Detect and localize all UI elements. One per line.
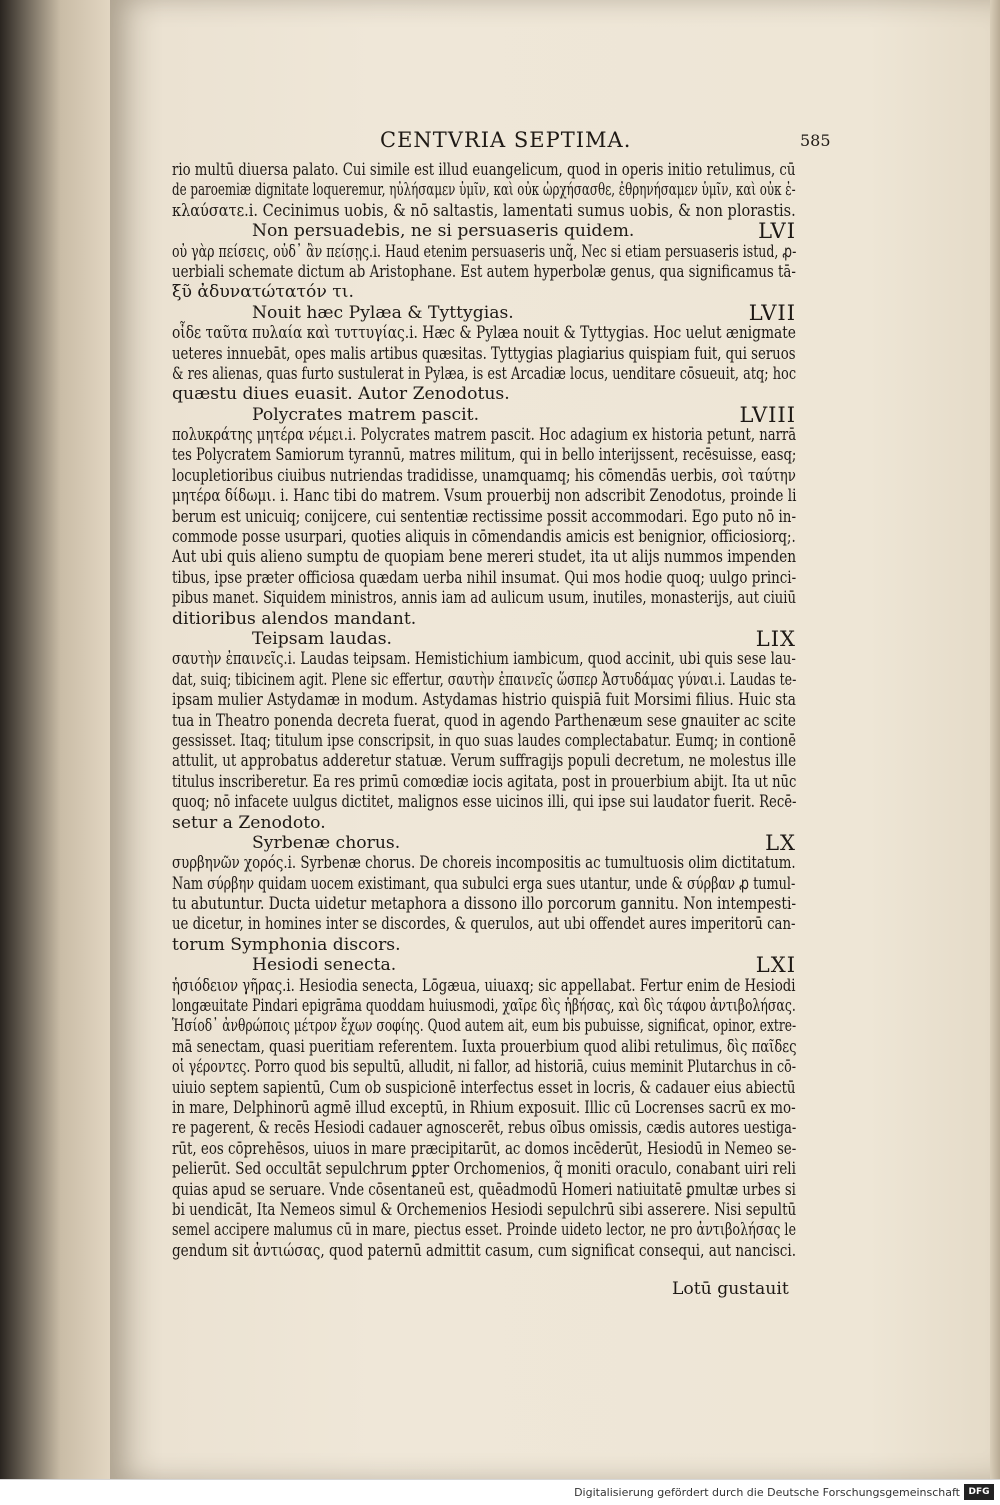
adage-number: LVI: [758, 219, 796, 244]
adage-title: Syrbenæ chorus.: [252, 832, 401, 853]
body-text: [172, 160, 796, 1261]
text-line: locupletioribus ciuibus nutriendas tradidisse, unamquamq; his cōmendās uerbis, σοὶ ταύτην: [172, 465, 796, 486]
text-line: ξῦ ἀδυνατώτατόν τι.: [172, 282, 354, 303]
page-number: 585: [800, 131, 831, 150]
text-line: attulit, ut approbatus adderetur statuæ. Verum suffragijs populi decretum, ne molestus ille: [172, 751, 797, 772]
text-line: longæuitate Pindari epigrāma quoddam huiusmodi, χαῖρε δὶς ἡβήσας, καὶ δὶς τάφου ἀντιβολήσας.: [172, 996, 796, 1017]
text-line: πολυκράτης μητέρα νέμει.i. Polycrates matrem pascit. Hoc adagium ex historia petunt, narrā: [172, 425, 797, 446]
running-head: CENTVRIA SEPTIMA.: [380, 128, 632, 152]
text-line: οἶδε ταῦτα πυλαία καὶ τυττυγίας.i. Hæc & Pylæa nouit & Tyttygias. Hoc uelut ænigmate: [172, 323, 796, 344]
adage-number: LX: [765, 830, 796, 855]
text-line: pibus manet. Siquidem ministros, annis iam ad aulicum usum, inutiles, monasterijs, aut ciuiū: [172, 588, 797, 609]
text-line: dat, suiq; tibicinem agit. Plene sic effertur, σαυτὴν ἐπαινεῖς ὥσπερ Ἀστυδάμας γύναι.i. Laudas te-: [172, 669, 797, 690]
text-line: rio multū diuersa palato. Cui simile est illud euangelicum, quod in operis initio retulimus, cū: [172, 160, 796, 180]
text-line: commode posse usurpari, quoties aliquis in cōmendandis amicis est benignior, officiosiorq;.: [172, 527, 796, 548]
text-line: uiuio septem sapientū, Cum ob suspicionē interfectus esset in locris, & cadauer eius abiectū: [172, 1077, 796, 1098]
text-line: tes Polycratem Samiorum tyrannū, matres militum, qui in bello interijssent, recēsuisse, easq;: [172, 445, 797, 466]
text-line: ue dicetur, in homines inter se discordes, & querulos, aut ubi offendet aures imperitorū can-: [172, 914, 796, 935]
text-line: σαυτὴν ἐπαινεῖς.i. Laudas teipsam. Hemistichium iambicum, quod accinit, ubi quis sese lau-: [172, 649, 796, 670]
adage-title: Nouit hæc Pylæa & Tyttygias.: [252, 302, 514, 323]
text-line: tibus, ipse præter officiosa quædam uerba nihil insumat. Qui mos hodie quoq; uulgo princi-: [172, 567, 797, 588]
text-line: titulus inscriberetur. Ea res primū comœdiæ iocis agitata, post in prouerbium abijt. Ita ut nūc: [172, 771, 797, 792]
text-line: quias apud se seruare. Vnde cōsentaneū est, quēadmodū Homeri natiuitatē ꝑmultæ urbes si: [172, 1179, 796, 1200]
adage-title: Teipsam laudas.: [252, 628, 392, 649]
adage-title: Hesiodi senecta.: [252, 955, 397, 976]
text-line: berum est unicuiq; conijcere, cui sententiæ rectissime possit accommodari. Ego puto nō in-: [172, 506, 796, 527]
text-line: rūt, eos cōprehēsos, uiuos in mare præcipitarūt, ac domos incēderūt, Hesiodū in Nemeo se-: [172, 1138, 797, 1159]
text-line: quoq; nō infacete uulgus dictitet, malignos esse uicinos illi, qui ipse sui laudator fuerit. Recē-: [172, 792, 797, 813]
text-line: ditioribus alendos mandant.: [172, 608, 417, 629]
catchword: Lotū gustauit: [672, 1279, 789, 1299]
text-line: in mare, Delphinorū agmē illud exceptū, in Rhium exposuit. Illic cū Locrenses sacrū ex mo-: [172, 1097, 796, 1118]
adage-heading: [172, 830, 796, 855]
adage-title: Non persuadebis, ne si persuaseris quidem.: [252, 221, 635, 242]
text-line: de paroemiæ dignitate loqueremur, ηὐλήσαμεν ὑμῖν, καὶ οὐκ ὠρχήσασθε, ἐθρηνήσαμεν ὑμῖν, καὶ οὐκ ἐ-: [172, 180, 796, 201]
text-line: μητέρα δίδωμι. i. Hanc tibi do matrem. Vsum prouerbij non adscribit Zenodotus, proinde li: [172, 486, 797, 507]
text-line: ἡσιόδειον γῆρας.i. Hesiodia senecta, Lōgæua, uiuaxq; sic appellabat. Fertur enim de Hesiodi: [172, 975, 796, 996]
adage-number: LVIII: [739, 402, 796, 427]
text-line: Nam σύρβην quidam uocem existimant, qua subulci erga sues utantur, unde & σύρβαν ꝓ tumul-: [172, 873, 796, 894]
text-line: κλαύσατε.i. Cecinimus uobis, & nō saltastis, lamentati sumus uobis, & non plorastis.: [172, 200, 796, 221]
text-line: Ἡσίοδ᾽ ἀνθρώποις μέτρον ἔχων σοφίης. Quod autem ait, eum bis pubuisse, significat, opinor, extre-: [172, 1016, 797, 1037]
adage-heading: [172, 219, 796, 244]
text-line: συρβηνῶν χορός.i. Syrbenæ chorus. De choreis incompositis ac tumultuosis olim dictitatum.: [172, 853, 796, 874]
text-line: Aut ubi quis alieno sumptu de quopiam bene mereri studet, ita ut alijs nummos impenden: [172, 547, 797, 568]
text-line: semel accipere malumus cū in mare, piectus esset. Proinde uideto lector, ne pro ἀντιβολήσας le: [172, 1220, 797, 1241]
funding-credit: Digitalisierung gefördert durch die Deutsche Forschungsgemeinschaft: [574, 1486, 960, 1499]
text-line: bi uendicāt, Ita Nemeos simul & Orchemenios Hesiodi sepulchrū sibi asserere. Nisi sepultū: [172, 1199, 797, 1220]
text-line: tu abutuntur. Ducta uidetur metaphora a dissono illo porcorum gannitu. Non intempesti-: [172, 894, 797, 915]
adage-number: LXI: [755, 953, 796, 978]
text-line: torum Symphonia discors.: [172, 934, 401, 955]
adage-heading: [172, 300, 796, 325]
text-line: setur a Zenodoto.: [172, 812, 326, 833]
text-line: ipsam mulier Astydamæ in modum. Astydamas histrio quispiā fuit Morsimi filius. Huic sta: [172, 690, 796, 711]
footer-bar: [0, 1479, 1000, 1505]
text-line: gendum sit ἀντιώσας, quod paternū admittit casum, cum significat consequi, aut nancisci.: [172, 1240, 797, 1261]
adage-title: Polycrates matrem pascit.: [252, 404, 480, 425]
text-line: & res alienas, quas furto sustulerat in Pylæa, is est Arcadiæ locus, uenditare cōsueuit, atq; hoc: [172, 363, 797, 384]
adage-number: LIX: [755, 626, 796, 651]
text-line: ueteres innuebāt, opes malis artibus quæsitas. Tyttygias plagiarius quispiam fuit, qui seruos: [172, 343, 796, 364]
text-line: tua in Theatro ponenda decreta fuerat, quod in agendo Parthenæum sese gnauiter ac scite: [172, 710, 796, 731]
text-line: pelierūt. Sed occultāt sepulchrum ꝑpter Orchomenios, q̃ moniti oraculo, conabant uiri reli: [172, 1159, 797, 1180]
text-line: οὐ γὰρ πείσεις, οὐδ᾽ ἂν πείσῃς.i. Haud etenim persuaseris unq̃, Nec si etiam persuaseris istud, ꝓ-: [172, 241, 797, 262]
facing-page-edge: [0, 0, 110, 1480]
text-line: gessisset. Itaq; titulum ipse conscripsit, in quo suas laudes complectabatur. Eumq; in contionē: [172, 730, 796, 751]
adage-heading: [172, 953, 796, 978]
text-line: οἱ γέροντες. Porro quod bis sepultū, alludit, ni fallor, ad historiā, cuius meminit Plutarchus in cō-: [172, 1057, 797, 1078]
adage-number: LVII: [748, 300, 796, 325]
text-line: re pagerent, & recēs Hesiodi cadauer agnoscerēt, rebus oībus omissis, cædis autores uestiga-: [172, 1118, 797, 1139]
text-line: quæstu diues euasit. Autor Zenodotus.: [172, 384, 510, 405]
text-line: uerbiali schemate dictum ab Aristophane. Est autem hyperbolæ genus, qua significamus tā-: [172, 261, 796, 282]
text-line: mā senectam, quasi pueritiam referentem. Iuxta prouerbium quod alibi retulimus, δὶς παῖδες: [172, 1036, 797, 1057]
dfg-logo: DFG: [964, 1484, 994, 1500]
page-fore-edge: [990, 0, 1000, 1480]
adage-heading: [172, 626, 796, 651]
adage-heading: [172, 402, 796, 427]
